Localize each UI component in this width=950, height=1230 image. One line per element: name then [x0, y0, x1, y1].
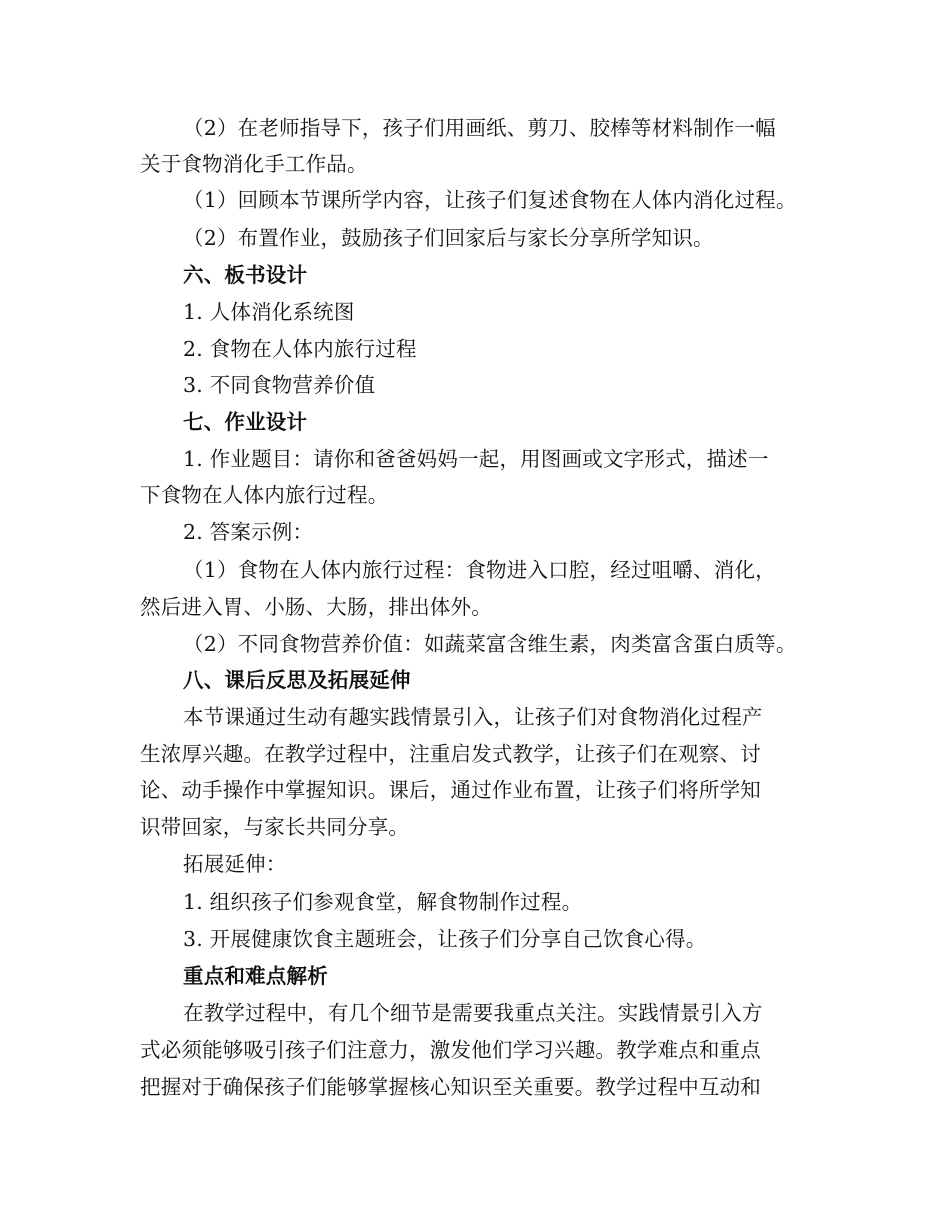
section-heading: 七、作业设计	[183, 410, 308, 434]
paragraph-line: （2）在老师指导下，孩子们用画纸、剪刀、胶棒等材料制作一幅	[183, 116, 776, 140]
list-item: 1. 人体消化系统图	[183, 300, 355, 324]
paragraph-line: 生浓厚兴趣。在教学过程中，注重启发式教学，让孩子们在观察、讨	[140, 742, 761, 766]
paragraph-line: 然后进入胃、小肠、大肠，排出体外。	[140, 595, 492, 619]
paragraph-line: （1）食物在人体内旅行过程：食物进入口腔，经过咀嚼、消化，	[183, 558, 776, 582]
paragraph-line: 在教学过程中，有几个细节是需要我重点关注。实践情景引入方	[183, 1001, 763, 1025]
list-item: 3. 不同食物营养价值	[183, 373, 376, 397]
paragraph-line: 识带回家，与家长共同分享。	[140, 815, 410, 839]
section-heading: 六、板书设计	[183, 263, 308, 287]
paragraph-line: 把握对于确保孩子们能够掌握核心知识至关重要。教学过程中互动和	[140, 1075, 761, 1099]
paragraph-line: 本节课通过生动有趣实践情景引入，让孩子们对食物消化过程产	[183, 705, 763, 729]
paragraph-line: 拓展延伸：	[183, 852, 287, 876]
paragraph-line: （2）不同食物营养价值：如蔬菜富含维生素，肉类富含蛋白质等。	[183, 632, 797, 656]
paragraph-line: （1）回顾本节课所学内容，让孩子们复述食物在人体内消化过程。	[183, 188, 797, 212]
list-item: 3. 开展健康饮食主题班会，让孩子们分享自己饮食心得。	[183, 927, 707, 951]
section-heading: 八、课后反思及拓展延伸	[183, 668, 411, 692]
paragraph-line: 论、动手操作中掌握知识。课后，通过作业布置，让孩子们将所学知	[140, 778, 761, 802]
paragraph-line: 式必须能够吸引孩子们注意力，激发他们学习兴趣。教学难点和重点	[140, 1038, 761, 1062]
list-item: 2. 答案示例：	[183, 520, 314, 544]
paragraph-line: （2）布置作业，鼓励孩子们回家后与家长分享所学知识。	[183, 226, 714, 250]
list-item: 1. 作业题目：请你和爸爸妈妈一起，用图画或文字形式，描述一	[183, 447, 769, 471]
paragraph-line: 下食物在人体内旅行过程。	[140, 483, 389, 507]
list-item: 2. 食物在人体内旅行过程	[183, 337, 417, 361]
paragraph-line: 关于食物消化手工作品。	[140, 152, 368, 176]
section-heading: 重点和难点解析	[183, 964, 328, 988]
list-item: 1. 组织孩子们参观食堂，解食物制作过程。	[183, 890, 583, 914]
